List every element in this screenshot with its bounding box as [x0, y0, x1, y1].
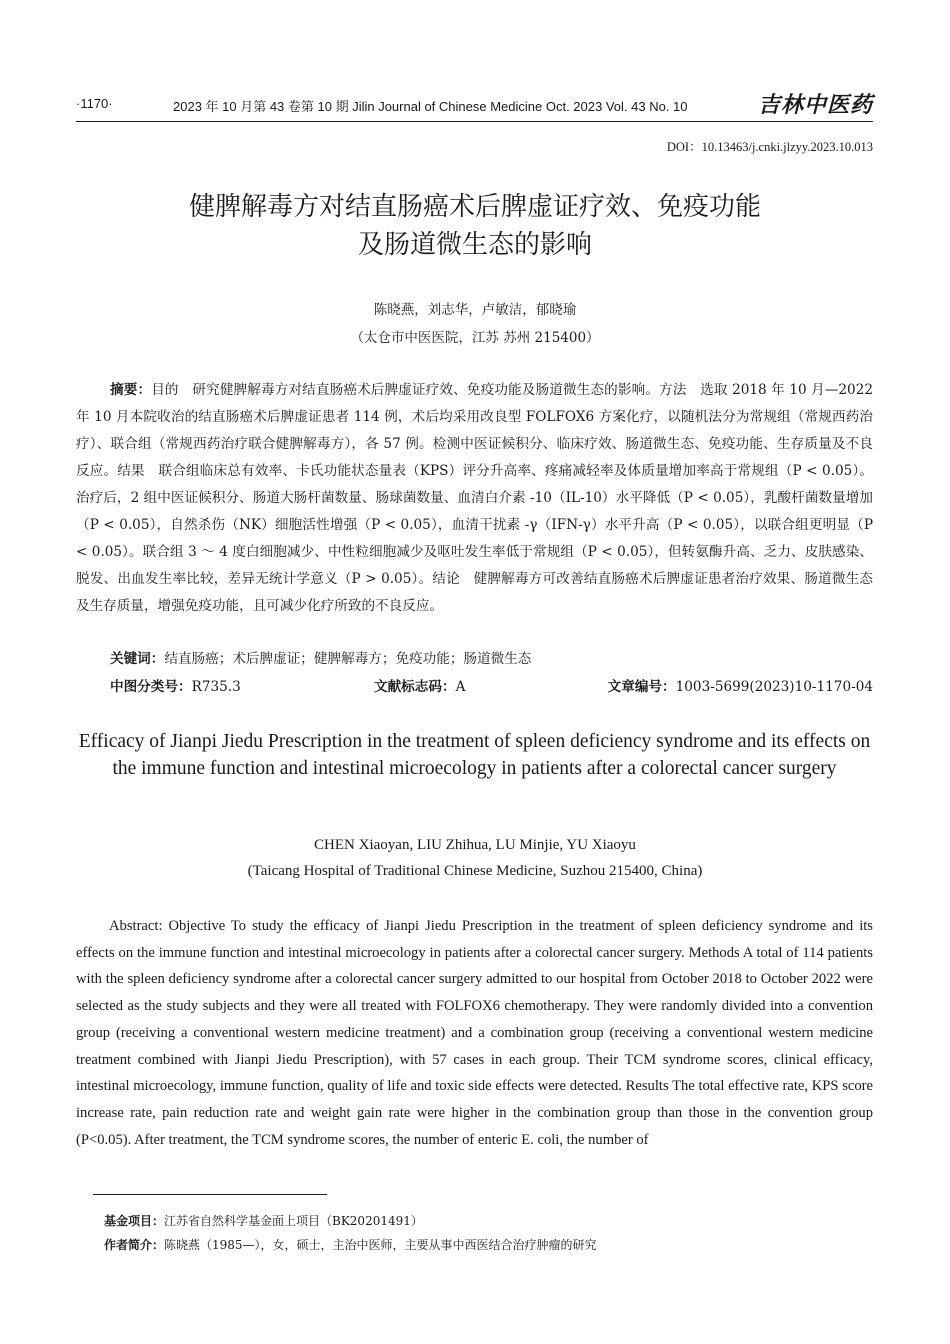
article-title-en: Efficacy of Jianpi Jiedu Prescription in the treatment of spleen deficiency syndrome and its effects on the immune function and intestinal microecology in patients after a colorectal cancer surgery: [78, 731, 871, 779]
title-zh-line-1: 健脾解毒方对结直肠癌术后脾虚证疗效、免疫功能: [188, 192, 761, 222]
abstract-zh-label: 摘要：: [110, 382, 152, 398]
doi-link[interactable]: DOI：10.13463/j.cnki.jlzyy.2023.10.013: [666, 140, 873, 154]
abstract-zh-text: 目的 研究健脾解毒方对结直肠癌术后脾虚证疗效、免疫功能及肠道微生态的影响。方法 选取 2018 年 10 月—2022 年 10 月本院收治的结直肠癌术后脾虚证患者 114 例，术后均采用改良型 FOLFOX6 方案化疗，以随机法分为常规组（常规西药治疗）、联合组（常规西药治疗联合健脾解毒方），各 57 例。检测中医证候积分、临床疗效、肠道微生态、免疫功能、生存质量及不良反应。结果 联合组临床总有效率、卡氏功能状态量表（KPS）评分升高率、疼痛减轻率及体质量增加率高于常规组（P < 0.05）。治疗后，2 组中医证候积分、肠道大肠杆菌数量、肠球菌数量、血清白介素 -10（IL-10）水平降低（P < 0.05），乳酸杆菌数量增加（P < 0.05），自然杀伤（NK）细胞活性增强（P < 0.05），血清干扰素 -γ（IFN-γ）水平升高（P < 0.05），以联合组更明显（P < 0.05）。联合组 3 ～ 4 度白细胞减少、中性粒细胞减少及呕吐发生率低于常规组（P < 0.05），但转氨酶升高、乏力、皮肤感染、脱发、出血发生率比较，差异无统计学意义（P > 0.05）。结论 健脾解毒方可改善结直肠癌术后脾虚证患者治疗效果、肠道微生态及生存质量，增强免疫功能，且可减少化疗所致的不良反应。: [76, 382, 873, 614]
article-number: 文章编号：1003-5699(2023)10-1170-04: [607, 679, 873, 695]
keywords-zh-label: 关键词：: [110, 651, 165, 667]
methods-label: Methods: [688, 944, 740, 961]
methods-text: A total of 114 patients with the spleen deficiency syndrome after a colorectal cancer surgery admitted to our hospital from October 2018 to October 2022 were selected as the study subjects and they were all treated with FOLFOX6 chemotherapy. They were randomly divided into a convention group (receiving a conventional western medicine treatment) and a combination group (receiving a conventional western medicine treatment combined with Jianpi Jiedu Prescription), with 57 cases in each group. Their TCM syndrome scores, clinical efficacy, intestinal microecology, immune function, quality of life and toxic side effects were detected.: [76, 944, 873, 1095]
authors-en: CHEN Xiaoyan, LIU Zhihua, LU Minjie, YU Xiaoyu: [314, 837, 636, 853]
classification-row: [110, 675, 873, 697]
authors-zh: 陈晓燕，刘志华，卢敏洁，郁晓瑜: [373, 302, 577, 318]
journal-logo: 吉林中医药: [757, 92, 873, 118]
author-bio-note: 作者简介：陈晓燕（1985—），女，硕士，主治中医师，主要从事中西医结合治疗肿瘤的研究: [104, 1238, 597, 1252]
footnote-divider: [93, 1194, 327, 1195]
page-number: ·1170·: [76, 96, 113, 111]
running-header: [76, 91, 873, 122]
objective-text: To study the efficacy of Jianpi Jiedu Prescription in the treatment of spleen deficiency syndrome and its effects on the immune function and intestinal microecology in patients after a colorectal cancer surgery.: [76, 918, 873, 961]
journal-citation-line: 2023 年 10 月第 43 卷第 10 期 Jilin Journal of Chinese Medicine Oct. 2023 Vol. 43 No. 10: [173, 99, 688, 114]
objective-label: Objective: [168, 918, 226, 934]
abstract-zh: [76, 377, 873, 620]
clc-number: 中图分类号：R735.3: [110, 679, 241, 695]
keywords-zh: [110, 647, 873, 667]
abstract-en-label: Abstract:: [109, 918, 163, 934]
article-title-zh: [0, 188, 950, 264]
affiliation-zh: （太仓市中医医院，江苏 苏州 215400）: [350, 330, 600, 346]
results-text: The total effective rate, KPS score increase rate, pain reduction rate and weight gain rate were higher in the combination group than those in the convention group (P<0.05). After treatment, the TCM syndrome scores, the number of enteric E. coli, the number of: [76, 1078, 873, 1148]
affiliation-en: (Taicang Hospital of Traditional Chinese Medicine, Suzhou 215400, China): [247, 863, 703, 879]
abstract-en: [76, 913, 873, 1153]
funding-note: 基金项目：江苏省自然科学基金面上项目（BK20201491）: [104, 1214, 423, 1228]
title-zh-line-2: 及肠道微生态的影响: [357, 230, 592, 260]
document-code: 文献标志码：A: [374, 679, 466, 695]
keywords-zh-text: 结直肠癌；术后脾虚证；健脾解毒方；免疫功能；肠道微生态: [164, 651, 532, 667]
results-label: Results: [625, 1078, 669, 1095]
